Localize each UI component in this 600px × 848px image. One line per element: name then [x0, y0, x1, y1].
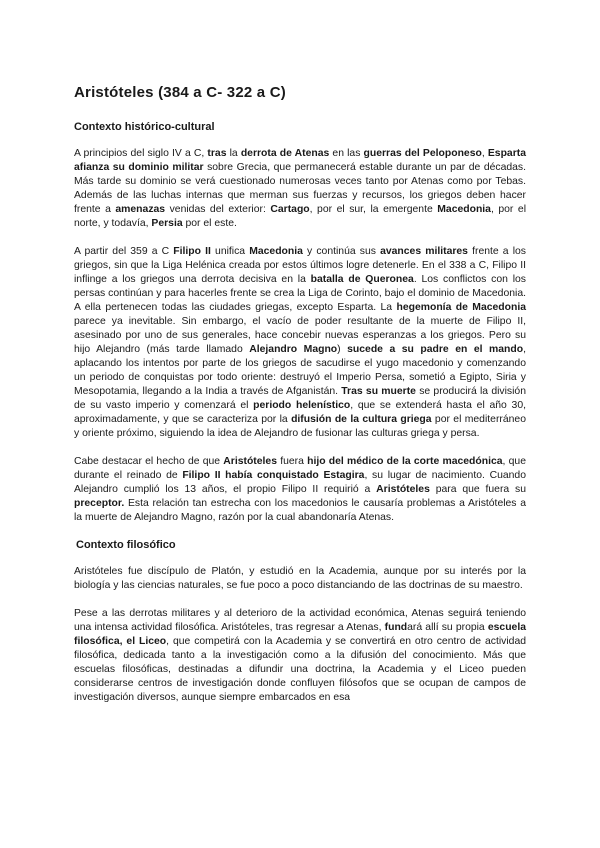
text-run: venidas del exterior: [165, 204, 271, 215]
bold-text: hijo del médico de la corte macedónica [307, 456, 503, 467]
text-run: , que se extenderá hasta el año 30, aproximadamente, y que se caracteriza por la [74, 400, 526, 425]
bold-text: guerras del Peloponeso [363, 148, 482, 159]
bold-text: hegemonía de Macedonia [396, 302, 526, 313]
text-run: A partir del 359 a C [74, 246, 174, 257]
text-run: , su lugar de nacimiento. Cuando Alejandro cumplió los 13 años, el propio Filipo II requirió a [74, 470, 526, 495]
text-run: ) [337, 344, 348, 355]
text-run: por el este. [182, 218, 237, 229]
text-run: Cabe destacar el hecho de que [74, 456, 224, 467]
text-run: A principios del siglo IV a C, [74, 148, 208, 159]
text-run: parece ya inevitable. Sin embargo, el vacío de poder resultante de la muerte de Filipo II, asesinado por uno de sus generales, hace concebir nuevas esperanzas a los griegos. Pero su hijo Alejandro (más tarde llamado [74, 316, 526, 355]
bold-text: Esparta afianza su dominio militar [74, 148, 526, 173]
text-run: unifica [210, 246, 250, 257]
paragraph [74, 607, 526, 705]
text-run: , por el norte, y todavía, [74, 204, 526, 229]
bold-text: derrota de Atenas [240, 148, 330, 159]
text-run: ará allí su propia [407, 622, 488, 633]
text-run: Esta relación tan estrecha con los macedonios le causaría problemas a Aristóteles a la muerte de Alejandro Magno, razón por la cual abandonaría Atenas. [74, 498, 526, 523]
bold-text: Cartago [270, 204, 310, 215]
bold-text: Filipo II [173, 246, 211, 257]
bold-text: amenazas [115, 204, 166, 215]
bold-text: periodo helenístico [253, 400, 351, 411]
text-run: , por el sur, la emergente [309, 204, 438, 215]
bold-text: sucede a su padre en el mando [347, 344, 524, 355]
bold-text: Persia [151, 218, 183, 229]
bold-text: tras [207, 148, 227, 159]
bold-text: preceptor. [74, 498, 125, 509]
paragraph [74, 455, 526, 525]
bold-text: escuela filosófica, el Liceo [74, 622, 526, 647]
text-run: Aristóteles fue discípulo de Platón, y estudió en la Academia, aunque por su interés por la biología y las ciencias naturales, se fue poco a poco distanciando de las doctrinas de su maestro. [74, 566, 526, 591]
text-run: Pese a las derrotas militares y al deterioro de la actividad económica, Atenas seguirá teniendo una intensa actividad filosófica. Aristóteles, tras regresar a Atenas, [74, 608, 526, 633]
bold-text: difusión de la cultura griega [291, 414, 432, 425]
text-run: sobre Grecia, que permanecerá estable durante un par de décadas. Más tarde su dominio se verá cuestionado numerosas veces tanto por Atenas como por Tebas. Además de las luchas internas que merman sus fuerzas y recursos, los griegos deben hacer frente a [74, 162, 526, 215]
text-run: por el mediterráneo y oriente próximo, siguiendo la idea de Alejandro de fusionar las culturas griega y persa. [74, 414, 526, 439]
bold-text: Macedonia [249, 246, 303, 257]
section-heading-historical: Contexto histórico-cultural [74, 121, 215, 133]
bold-text: Macedonia [437, 204, 491, 215]
text-run: en las [329, 148, 364, 159]
text-run: y continúa sus [302, 246, 381, 257]
bold-text: Tras su muerte [341, 386, 416, 397]
paragraph [74, 245, 526, 441]
paragraph [74, 147, 526, 231]
page-title: Aristóteles (384 a C- 322 a C) [74, 84, 286, 101]
bold-text: fund [384, 622, 408, 633]
bold-text: batalla de Queronea [310, 274, 414, 285]
bold-text: Filipo II había conquistado Estagira [182, 470, 365, 481]
paragraph [74, 565, 526, 593]
bold-text: Aristóteles [376, 484, 430, 495]
bold-text: Alejandro Magno [249, 344, 338, 355]
text-run: , aplacando los intentos por parte de los griegos de sacudirse el yugo macedonio y comenzando un periodo de conquistas por todo oriente: destruyó el Imperio Persa, sometió a Egipto, Siria y Mesopotamia, llegando a la India a través de Afganistán. [74, 344, 526, 397]
text-run: para que fuera su [429, 484, 527, 495]
text-run: fuera [277, 456, 308, 467]
text-run: , que competirá con la Academia y se convertirá en otro centro de actividad filosófica, dedicada tanto a la investigación como a la difusión del conocimiento. Más que escuelas filosóficas, destinadas a difundir una doctrina, la Academia y el Liceo pueden considerarse centros de investigación donde confluyen filósofos que se ocupan de campos de investigación diversos, aunque siempre embarcados en esa [74, 636, 527, 703]
text-run: se producirá la división de su vasto imperio y comenzará el [74, 386, 526, 411]
text-run: la [226, 148, 241, 159]
text-run: . Los conflictos con los persas continúan y para hacerles frente se crea la Liga de Corinto, bajo el dominio de Macedonia. A ella pertenecen todas las ciudades griegas, excepto Esparta. La [74, 274, 526, 313]
text-run: , [481, 148, 488, 159]
bold-text: Aristóteles [223, 456, 277, 467]
bold-text: avances militares [380, 246, 468, 257]
section-heading-philosophical: Contexto filosófico [76, 539, 176, 551]
text-run: frente a los griegos, sin que la Liga Helénica creada por estos últimos logre detenerle. En el 338 a C, Filipo II inflinge a los griegos una derrota decisiva en la [74, 246, 526, 285]
text-run: , que durante el reinado de [74, 456, 526, 481]
